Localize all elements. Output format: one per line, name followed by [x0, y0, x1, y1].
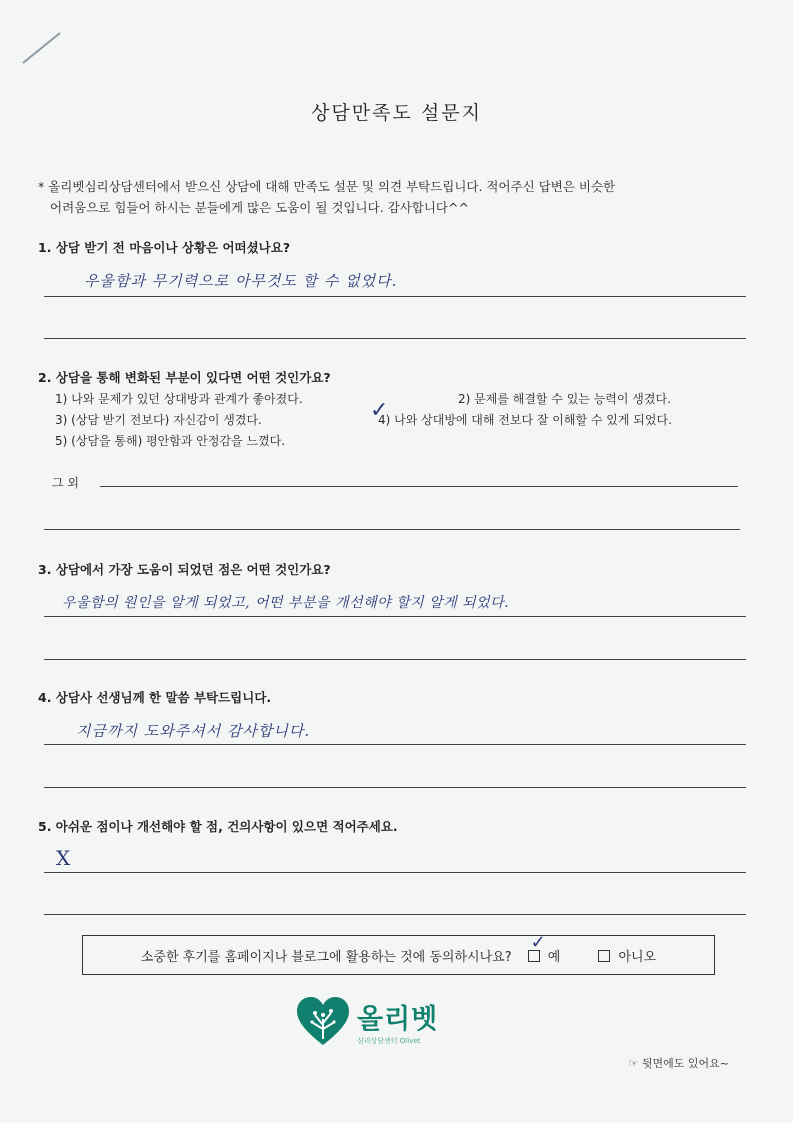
option-3: 3) (상담 받기 전보다) 자신감이 생겼다. [55, 413, 262, 427]
answer-line [44, 296, 746, 297]
logo-subtitle: 심리상담센터 Olivet [357, 1036, 421, 1045]
answer-line [44, 529, 740, 530]
option-2: 2) 문제를 해결할 수 있는 능력이 생겼다. [458, 392, 671, 406]
consent-box [82, 931, 715, 975]
yes-check-mark: ✓ [530, 931, 547, 953]
answer-line [44, 659, 746, 660]
other-line [100, 486, 738, 487]
pen-stroke-mark [20, 30, 65, 66]
question-5: 5. 아쉬운 점이나 개선해야 할 점, 건의사항이 있으면 적어주세요. [38, 819, 398, 834]
consent-question: 소중한 후기를 홈페이지나 블로그에 활용하는 것에 동의하시나요? [140, 949, 512, 965]
answer-1: 우울함과 무기력으로 아무것도 할 수 없었다. [84, 272, 398, 290]
option-5: 5) (상담을 통해) 평안함과 안정감을 느꼈다. [55, 434, 286, 448]
answer-line [44, 338, 746, 339]
no-checkbox[interactable] [598, 950, 610, 962]
page-title: 상담만족도 설문지 [311, 102, 482, 124]
option-4-check-mark: ✓ [370, 398, 390, 423]
answer-line [44, 616, 746, 617]
answer-4: 지금까지 도와주셔서 감사합니다. [76, 722, 311, 740]
footer-note: ☞ 뒷면에도 있어요~ [628, 1057, 729, 1070]
other-label: 그 외 [52, 476, 79, 490]
answer-line [44, 872, 746, 873]
intro-text [38, 176, 615, 218]
question-3: 3. 상담에서 가장 도움이 되었던 점은 어떤 것인가요? [38, 562, 331, 577]
intro-line: 어려움으로 힘들어 하시는 분들에게 많은 도움이 될 것입니다. 감사합니다^^ [50, 200, 469, 215]
answer-line [44, 787, 746, 788]
olivet-logo [295, 995, 438, 1047]
answer-line [44, 744, 746, 745]
yes-label: 예 [547, 949, 561, 965]
consent-yes-option[interactable] [528, 931, 561, 965]
option-1: 1) 나와 문제가 있던 상대방과 관계가 좋아졌다. [55, 392, 303, 406]
answer-line [44, 914, 746, 915]
intro-line: * 올리벳심리상담센터에서 받으신 상담에 대해 만족도 설문 및 의견 부탁드립니다. 적어주신 답변은 비슷한 [38, 179, 616, 194]
answer-5: X [56, 846, 72, 870]
question-4: 4. 상담사 선생님께 한 말씀 부탁드립니다. [38, 690, 272, 705]
heart-tree-icon [295, 995, 351, 1047]
question-2: 2. 상담을 통해 변화된 부분이 있다면 어떤 것인가요? [38, 370, 331, 385]
logo-name: 올리벳 [357, 1003, 439, 1035]
option-4: 4) 나와 상대방에 대해 전보다 잘 이해할 수 있게 되었다. [378, 413, 672, 427]
answer-3: 우울함의 원인을 알게 되었고, 어떤 부분을 개선해야 할지 알게 되었다. [62, 595, 510, 611]
question-1: 1. 상담 받기 전 마음이나 상황은 어떠셨나요? [38, 240, 291, 255]
consent-no-option[interactable] [598, 946, 656, 965]
no-label: 아니오 [618, 949, 657, 965]
